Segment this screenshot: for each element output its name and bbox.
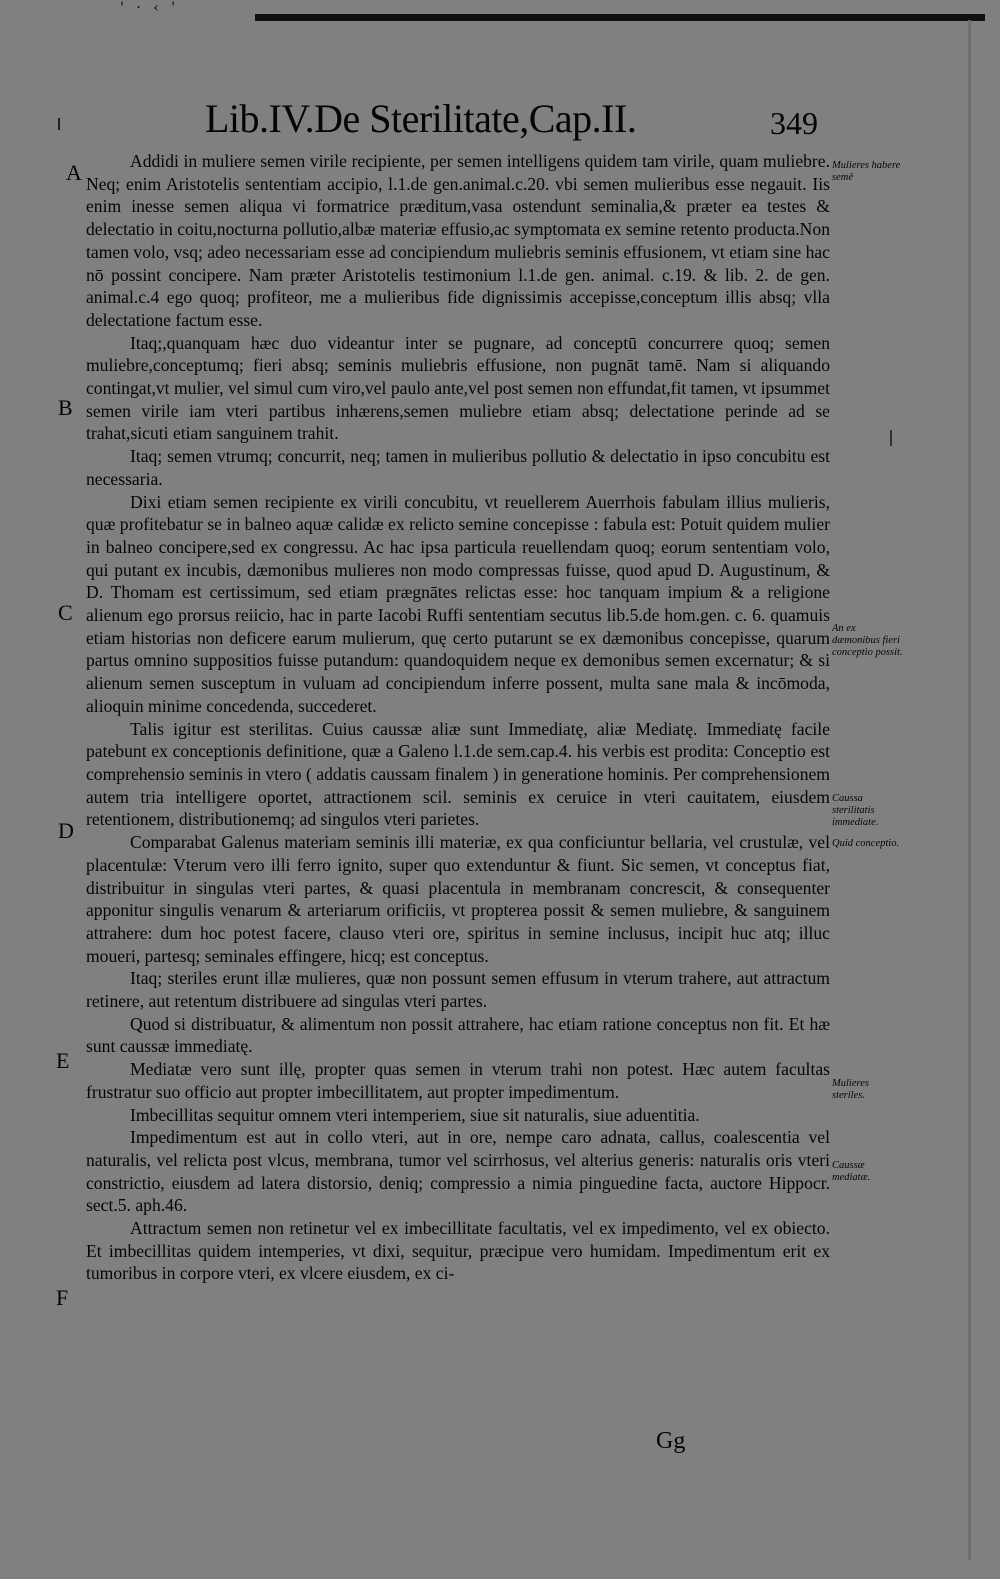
marginal-note: An ex dæmonibus fieri conceptio possit. <box>832 623 903 658</box>
running-title: Lib.IV.De Sterilitate,Cap.II. <box>205 96 637 141</box>
section-letter-f: F <box>56 1285 69 1310</box>
paragraph: Impedimentum est aut in collo vteri, aut in ore, nempe caro adnata, callus, coalescentia vel naturalis, vel relicta post vlcus, membrana, tumor vel scirrhosus, vel alterius generis: naturalis oris vteri constrictio, eiusdem ad latera distorsio, deniq; compressio a nimia pinguedine facta, auctore Hippocr. sect.5. aph.46. <box>86 1127 830 1216</box>
paragraph: Itaq; steriles erunt illæ mulieres, quæ non possunt semen effusum in vterum trahere, aut attractum retinere, aut retentum distribuere ad singulas vteri partes. <box>86 968 830 1012</box>
catchword: Gg <box>656 1428 686 1454</box>
paragraph: Itaq;,quanquam hæc duo videantur inter se pugnare, ad conceptū concurrere quoq; semen muliebre,conceptumq; fieri absq; seminis muliebris effusione, non pugnāt tamē. Nam si aliquando contingat,vt mulier, vel simul cum viro,vel paulo ante,vel post semen non effundat,fit tamen, vt ipsummet semen virile iam vteri partibus inhærens,semen muliebre etiam absq; delectatione perinde ad se trahat,sicuti etiam sanguinem trahit. <box>86 332 830 444</box>
paragraph: Itaq; semen vtrumq; concurrit, neq; tamen in mulieribus pollutio & delectatio in ipso concubitu est necessaria. <box>86 446 830 489</box>
paragraph: Dixi etiam semen recipiente ex virili concubitu, vt reuellerem Auerrhois fabulam illius mulieris, quæ profitebatur se in balneo aquæ calidæ ex relicto semine concepisse : fabula est: Potuit quidem mulier in balneo concipere,sed ex congressu. Ac hac ipsa particula reuellendam quoq; eorum sententiam volo, qui putant ex incubis, dæmonibus mulieres non modo compressas fuisse, quod apud D. Augustinum, & D. Thomam est certissimum, sed etiam prægnātes relictas esse: hoc tanquam impium & a religione alienum ego prorsus reiicio, hac in parte Iacobi Ruffi sententiam secutus lib.5.de hom.gen. c. 6. quamuis etiam historias non deficere earum mulierum, quę certo putarunt se ex dæmonibus concepisse, quarum partus omnino suppositios fuisse putandum: quandoquidem neque ex demonibus semen excernatur; & si alienum semen susceptum in vuluam ad concipiendum inferre possent, multa sane mala & incōmoda, alioquin minime concedenda, succederet. <box>86 491 830 716</box>
marginal-note: Quid conceptio. <box>832 838 900 849</box>
page-edge-shadow <box>968 20 971 1560</box>
section-letter-b: B <box>58 395 73 420</box>
section-letter-a: A <box>66 160 82 185</box>
main-text <box>86 150 830 1285</box>
paragraph: Quod si distribuatur, & alimentum non possit attrahere, hac etiam ratione conceptus non fit. Et hæ sunt caussæ immediatę. <box>86 1013 830 1057</box>
paragraph: Imbecillitas sequitur omnem vteri intemperiem, siue sit naturalis, siue aduentitia. <box>130 1104 700 1125</box>
marginal-note: Caussa sterilitatis immediate. <box>832 793 879 828</box>
paragraph: Talis igitur est sterilitas. Cuius caussæ aliæ sunt Immediatę, aliæ Mediatę. Immediatę facile patebunt ex conceptionis definitione, quæ a Galeno l.1.de sem.cap.4. his verbis est prodita: Conceptio est comprehensio seminis in vtero ( addatis caussam finalem ) in generatione hominis. Per comprehensionem autem tria intelligere oportet, attractionem scil. seminis ex ceruice in vteri cauitatem, eiusdem retentionem, distributionemq; ad singulos vteri parietes. <box>86 718 830 830</box>
marginal-note: Caussæ mediatæ. <box>832 1160 871 1183</box>
paragraph: Addidi in muliere semen virile recipiente, per semen intelligens quidem tam virile, quam muliebre. Neq; enim Aristotelis sententiam accipio, l.1.de gen.animal.c.20. vbi semen mulieribus esse negauit. Iis enim inesse semen aliqua vi formatrice præditum,vasa ostendunt seminalia,& præter ea testes & delectatio in coitu,nocturna pollutio,albæ materiæ effusio,ac symptomata ex semine retento producta.Non tamen volo, vsq; adeo necessariam esse ad concipiendum muliebris seminis effusionem, vt etiam sine hac nō possint concipere. Nam præter Aristotelis testimonium l.1.de gen. animal. c.19. & lib. 2. de gen. animal.c.4 ego quoq; profiteor, me a mulieribus fide dignissimis accepisse,conceptum illis absq; vlla delectatione factum esse. <box>86 151 830 330</box>
paragraph: Attractum semen non retinetur vel ex imbecillitate facultatis, vel ex impedimento, vel ex obiecto. Et imbecillitas quidem intemperies, vt dixi, sequitur, præcipue vero humidam. Impedimentum erit ex tumoribus in corpore vteri, ex vlcere eiusdem, ex ci- <box>86 1218 830 1284</box>
running-header <box>205 95 845 147</box>
page-number: 349 <box>770 105 818 141</box>
margin-mark <box>890 430 892 446</box>
section-letter-c: C <box>58 600 73 625</box>
paragraph: Comparabat Galenus materiam seminis illi materiæ, ex qua conficiuntur bellaria, vel crustulæ, vel placentulæ: Vterum vero illi ferro ignito, super quo extenduntur & fiunt. Sic semen, vt conceptus fiat, distribuitur in singulas vteri partes, & quasi placentula in membranam concrescit, & consequenter apponitur singulis venarum & arteriarum orificiis, vt propterea possit & semen muliebre, & sanguinem attrahere: dum hoc potest facere, clauso vteri ore, spiritus in semine inclusus, incipit huc atq; illuc moueri, partesq; seminales effingere, hicq; est conceptus. <box>86 832 830 966</box>
header-rule <box>255 14 985 21</box>
section-letter-d: D <box>58 818 74 843</box>
section-letter-e: E <box>56 1048 70 1073</box>
top-marks: ' · ‹ ' <box>120 0 180 16</box>
marginal-note: Mulieres steriles. <box>832 1078 869 1101</box>
margin-tick <box>58 118 60 130</box>
marginal-note: Mulieres habere semē <box>832 160 901 183</box>
paragraph: Mediatæ vero sunt illę, propter quas semen in vterum trahi non potest. Hæc autem facultas frustratur suo officio aut propter imbecillitatem, aut propter impedimentum. <box>86 1059 830 1102</box>
